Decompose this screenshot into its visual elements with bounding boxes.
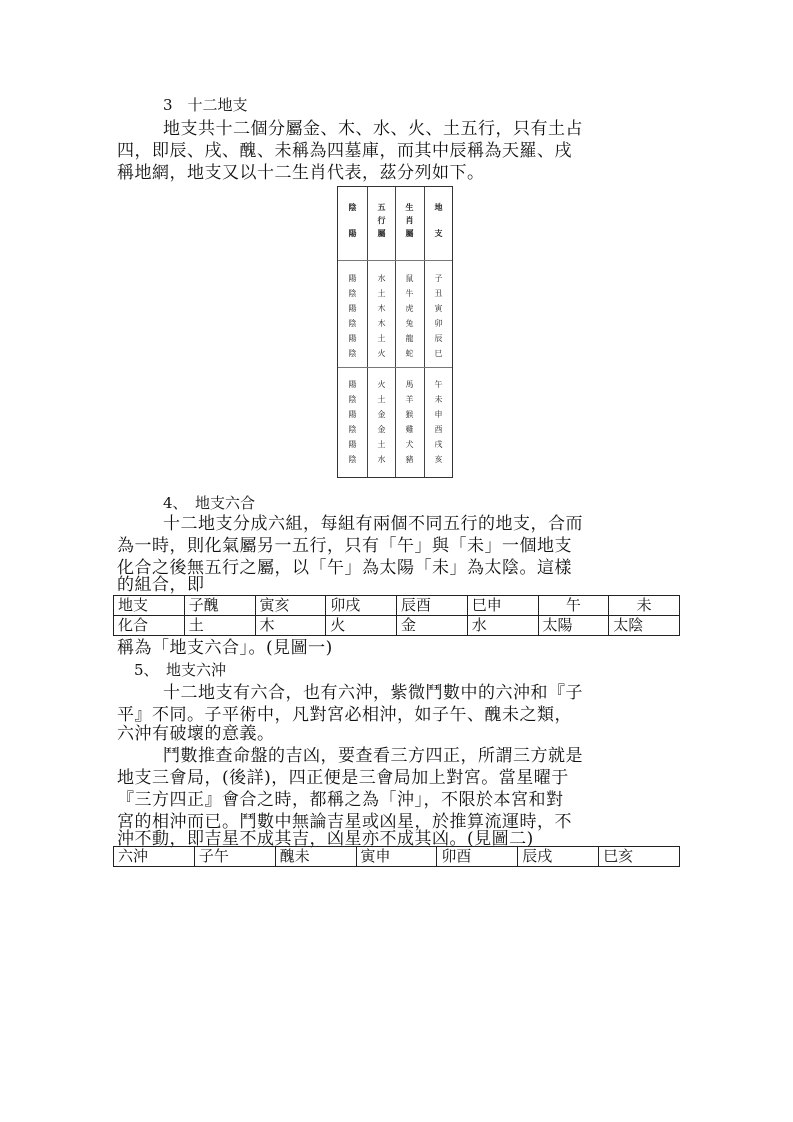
section-5-line-2: 平』不同。子平術中，凡對宮必相沖，如子午、醜未之類， [117, 705, 572, 725]
table-cell: 六沖 [114, 847, 195, 867]
section-5-line-8: 沖不動，即吉星不成其吉，凶星亦不成其凶。(見圖二) [117, 829, 534, 849]
table-cell: 巳申 [467, 596, 538, 616]
table-cell: 子午 [194, 847, 275, 867]
table-cell: 太陰 [609, 616, 680, 636]
table-cell: 未 [609, 596, 680, 616]
header-zodiac: 生 肖 屬 [405, 202, 414, 238]
section-4-line-1: 十二地支分成六組，每組有兩個不同五行的地支，合而 [163, 514, 583, 534]
section-5-line-4: 鬥數推查命盤的吉凶，要查看三方四正，所謂三方就是 [163, 746, 583, 766]
section-4-line-4: 的組合，即 [117, 575, 205, 595]
earthly-branch-table [337, 186, 453, 478]
table-cell: 寅亥 [255, 596, 326, 616]
table-cell: 卯酉 [437, 847, 518, 867]
section-4-after: 稱為「地支六合」。(見圖一) [117, 638, 333, 658]
section-4-line-3: 化合之後無五行之屬，以「午」為太陽「未」為太陰。這樣 [117, 558, 572, 578]
table-cell: 醜未 [275, 847, 356, 867]
table-cell: 寅申 [356, 847, 437, 867]
six-clash-table [113, 846, 680, 867]
header-element: 五 行 屬 [377, 202, 386, 238]
table-cell: 火 [326, 616, 397, 636]
six-harmony-table [113, 595, 680, 636]
section-3-line-1: 地支共十二個分屬金、木、水、火、土五行，只有土占 [163, 119, 583, 139]
table-cell: 辰酉 [397, 596, 468, 616]
section-4-line-2: 為一時，則化氣屬另一五行，只有「午」與「未」一個地支 [117, 536, 572, 556]
table-row [114, 847, 680, 867]
table-row [114, 596, 680, 616]
section-5-line-3: 六沖有破壞的意義。 [117, 724, 275, 744]
table-cell: 巳亥 [599, 847, 680, 867]
table-cell: 水 [467, 616, 538, 636]
table-cell: 金 [397, 616, 468, 636]
header-branch: 地 支 [434, 202, 443, 238]
section-3-heading: 3 十二地支 [163, 96, 248, 114]
group2-yinyang: 陽 陰 陽 陰 陽 陰 [348, 380, 357, 464]
table-cell: 化合 [114, 616, 185, 636]
group2-branch: 午 未 申 酉 戌 亥 [434, 380, 443, 464]
group1-zodiac: 鼠 牛 虎 兔 龍 蛇 [405, 274, 414, 358]
section-3-line-3: 稱地網，地支又以十二生肖代表，茲分列如下。 [117, 163, 485, 183]
section-5-heading: 5、 地支六沖 [134, 661, 227, 679]
section-3-line-2: 四，即辰、戌、醜、未稱為四墓庫，而其中辰稱為天羅、戌 [117, 141, 572, 161]
group1-branch: 子 丑 寅 卯 辰 巳 [434, 274, 443, 358]
group1-yinyang: 陽 陰 陽 陰 陽 陰 [348, 274, 357, 358]
table-cell: 木 [255, 616, 326, 636]
table-cell: 地支 [114, 596, 185, 616]
table-cell: 土 [184, 616, 255, 636]
table-cell: 辰戌 [518, 847, 599, 867]
section-5-line-6: 『三方四正』會合之時，都稱之為「沖」，不限於本宮和對 [117, 790, 564, 810]
section-4-heading: 4、 地支六合 [163, 494, 256, 512]
section-5-line-7: 宮的相沖而已。鬥數中無論吉星或凶星，於推算流運時，不 [117, 812, 572, 832]
section-5-line-5: 地支三會局，(後詳)，四正便是三會局加上對宮。當星曜于 [117, 768, 569, 788]
table-cell: 太陽 [538, 616, 609, 636]
group1-element: 水 土 木 木 土 火 [377, 274, 386, 358]
table-row [114, 616, 680, 636]
group2-element: 火 土 金 金 土 水 [377, 380, 386, 464]
header-yinyang: 陰 陽 [348, 202, 357, 238]
table-cell: 午 [538, 596, 609, 616]
table-cell: 卯戌 [326, 596, 397, 616]
group2-zodiac: 馬 羊 猴 雞 犬 豬 [405, 380, 414, 464]
section-5-line-1: 十二地支有六合，也有六沖，紫微鬥數中的六沖和『子 [163, 683, 583, 703]
table-cell: 子醜 [184, 596, 255, 616]
